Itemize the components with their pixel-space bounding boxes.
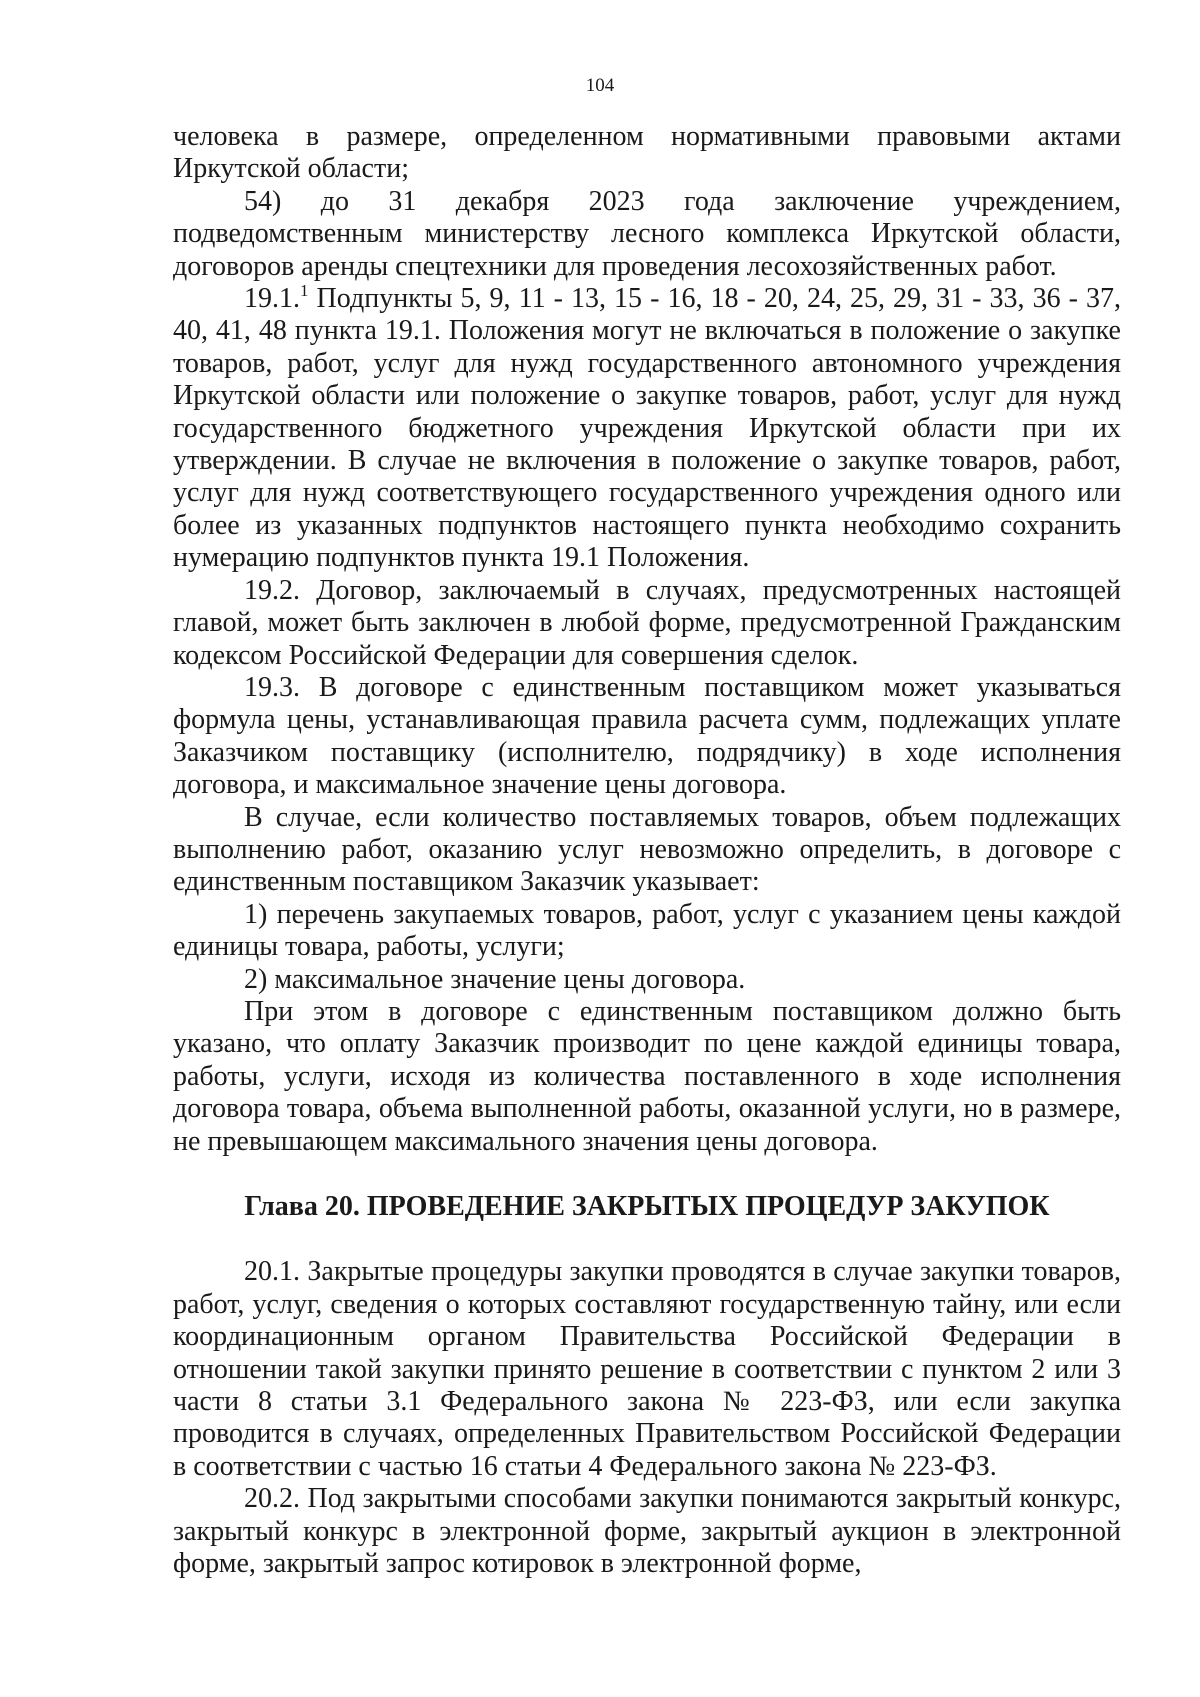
list-item-2: 2) максимальное значение цены договора. bbox=[244, 963, 746, 995]
paragraph-continuation: человека в размере, определенном нормативными правовыми актами Иркутской области; bbox=[173, 121, 1121, 185]
paragraph-number: 19.1. bbox=[244, 283, 300, 315]
document-body bbox=[173, 121, 1121, 1580]
paragraph-19-2: 19.2. Договор, заключаемый в случаях, предусмотренных настоящей главой, может быть заключен в любой форме, предусмотренной Гражданским кодексом Российской Федерации для совершения сделок. bbox=[173, 574, 1121, 671]
paragraph-quantity-case: В случае, если количество поставляемых товаров, объем подлежащих выполнению работ, оказанию услуг невозможно определить, в договоре с единственным поставщиком Заказчик указывает: bbox=[173, 801, 1121, 898]
chapter-title: Глава 20. ПРОВЕДЕНИЕ ЗАКРЫТЫХ ПРОЦЕДУР ЗАКУПОК bbox=[244, 1191, 1050, 1222]
list-item-1: 1) перечень закупаемых товаров, работ, услуг с указанием цены каждой единицы товара, работы, услуги; bbox=[173, 898, 1121, 963]
paragraph-19-1-1 bbox=[173, 283, 1121, 575]
paragraph-20-1: 20.1. Закрытые процедуры закупки проводятся в случае закупки товаров, работ, услуг, сведения о которых составляют государственную тайну, или если координационным органом Правительства Российской Федерации в отношении такой закупки принято решение в соответствии с пунктом 2 или 3 части 8 статьи 3.1 Федерального закона № 223-ФЗ, или если закупка проводится в случаях, определенных Правительством Российской Федерации в соответствии с частью 16 статьи 4 Федерального закона № 223-ФЗ. bbox=[173, 1256, 1121, 1482]
page-number: 104 bbox=[585, 75, 615, 96]
superscript-index: 1 bbox=[300, 281, 309, 301]
paragraph-payment-terms: При этом в договоре с единственным поставщиком должно быть указано, что оплату Заказчик производит по цене каждой единицы товара, работы, услуги, исходя из количества поставленного в ходе исполнения договора товара, объема выполненной работы, оказанной услуги, но в размере, не превышающем максимального значения цены договора. bbox=[173, 995, 1121, 1157]
paragraph-text: Подпункты 5, 9, 11 - 13, 15 - 16, 18 - 20, 24, 25, 29, 31 - 33, 36 - 37, 40, 41, 48 пункта 19.1. Положения могут не включаться в положение о закупке товаров, работ, услуг для нужд государственного автономного учреждения Иркутской области или положение о закупке товаров, работ, услуг для нужд государственного бюджетного учреждения Иркутской области при их утверждении. В случае не включения в положение о закупке товаров, работ, услуг для нужд соответствующего государственного учреждения одного или более из указанных подпунктов настоящего пункта необходимо сохранить нумерацию подпунктов пункта 19.1 Положения. bbox=[173, 283, 1121, 574]
paragraph-19-3: 19.3. В договоре с единственным поставщиком может указываться формула цены, устанавливающая правила расчета сумм, подлежащих уплате Заказчиком поставщику (исполнителю, подрядчику) в ходе исполнения договора, и максимальное значение цены договора. bbox=[173, 671, 1121, 801]
paragraph-20-2: 20.2. Под закрытыми способами закупки понимаются закрытый конкурс, закрытый конкурс в электронной форме, закрытый аукцион в электронной форме, закрытый запрос котировок в электронной форме, bbox=[173, 1483, 1121, 1580]
paragraph-item-54: 54) до 31 декабря 2023 года заключение учреждением, подведомственным министерству лесного комплекса Иркутской области, договоров аренды спецтехники для проведения лесохозяйственных работ. bbox=[173, 185, 1121, 282]
